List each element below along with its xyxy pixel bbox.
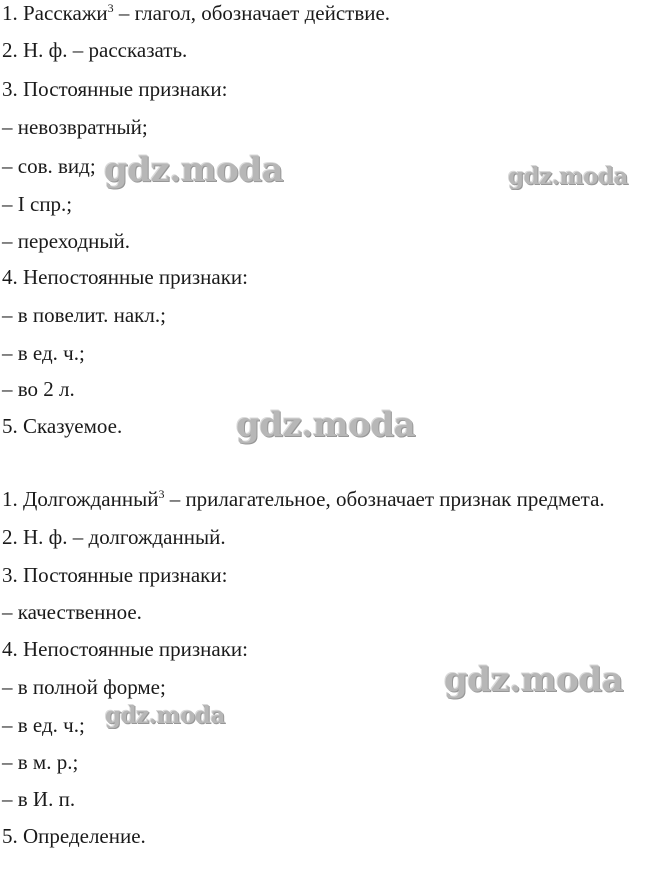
block2-line6: – в полной форме; — [2, 675, 166, 699]
footnote-sup: 3 — [107, 1, 114, 15]
block2-line9: – в И. п. — [2, 787, 76, 811]
block2-line7: – в ед. ч.; — [2, 713, 85, 737]
block1-line1 — [2, 1, 390, 25]
block1-line4: – невозвратный; — [2, 115, 148, 139]
block1-line2: 2. Н. ф. – рассказать. — [2, 38, 188, 62]
block1-line10: – в ед. ч.; — [2, 341, 85, 365]
block2-line1 — [2, 487, 605, 511]
block2-line8: – в м. р.; — [2, 750, 79, 774]
block1-line3: 3. Постоянные признаки: — [2, 77, 228, 101]
watermark-logo: gdz.moda — [105, 702, 225, 729]
block1-line5: – сов. вид; — [2, 154, 96, 178]
block1-line1-text: 1. Расскажи — [2, 1, 108, 25]
block1-line12: 5. Сказуемое. — [2, 414, 123, 438]
watermark-logo: gdz.moda — [508, 163, 628, 190]
block1-line1-rest: – глагол, обозначает действие. — [113, 1, 391, 25]
block1-line8: 4. Непостоянные признаки: — [2, 265, 248, 289]
block2-line1-text: 1. Долгожданный — [2, 487, 159, 511]
block2-line1-rest: – прилагательное, обозначает признак предмета. — [164, 487, 605, 511]
block2-line5: 4. Непостоянные признаки: — [2, 637, 248, 661]
block2-line10: 5. Определение. — [2, 824, 146, 848]
block1-line7: – переходный. — [2, 229, 130, 253]
block1-line9: – в повелит. накл.; — [2, 303, 166, 327]
block1-line6: – I спр.; — [2, 192, 73, 216]
block2-line2: 2. Н. ф. – долгожданный. — [2, 525, 226, 549]
block2-line4: – качественное. — [2, 600, 142, 624]
watermark-logo: gdz.moda — [104, 150, 284, 190]
watermark-logo: gdz.moda — [444, 660, 624, 700]
footnote-sup: 3 — [158, 487, 165, 501]
watermark-logo: gdz.moda — [236, 405, 416, 445]
block1-line11: – во 2 л. — [2, 377, 75, 401]
block2-line3: 3. Постоянные признаки: — [2, 563, 228, 587]
